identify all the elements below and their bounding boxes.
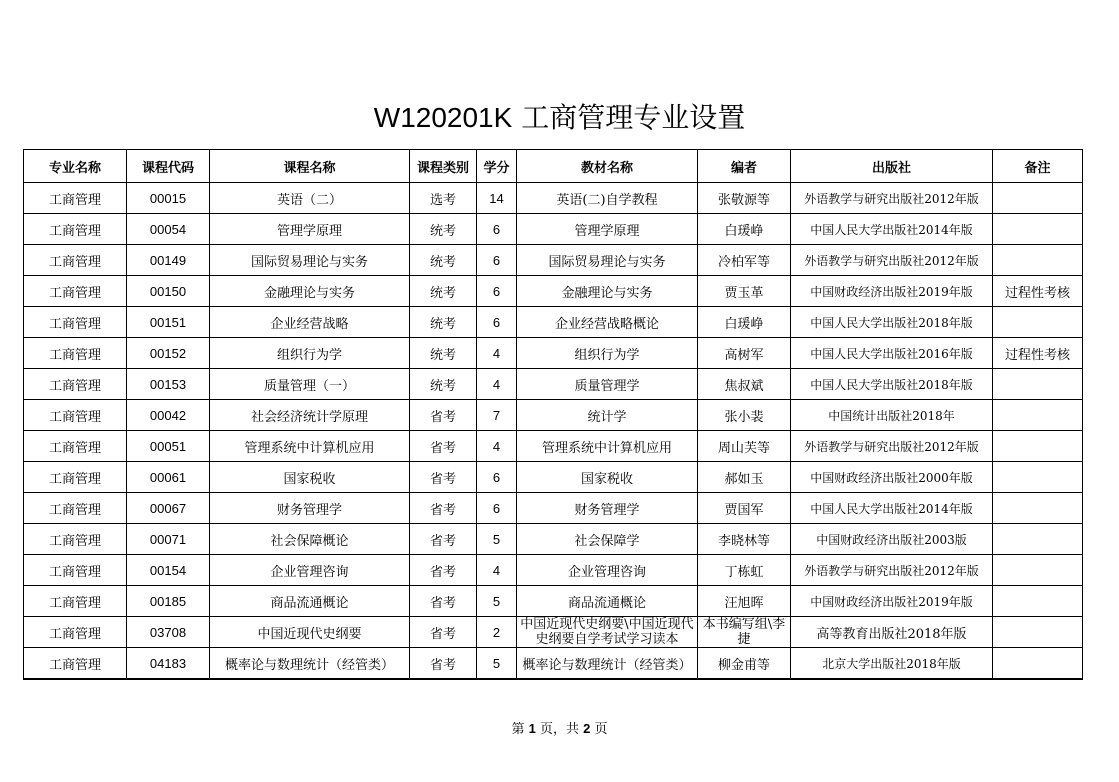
table-row: [24, 369, 1083, 400]
cell-credits: 4: [477, 431, 517, 462]
cell-editor: 柳金甫等: [698, 648, 791, 680]
cell-credits: 7: [477, 400, 517, 431]
cell-textbook: 商品流通概论: [517, 586, 698, 617]
cell-course-type: 统考: [410, 338, 477, 369]
cell-course-code: 03708: [127, 617, 210, 648]
footer-suffix: 页: [594, 722, 608, 737]
cell-major: 工商管理: [24, 307, 127, 338]
cell-major: 工商管理: [24, 369, 127, 400]
cell-course-code: 00054: [127, 214, 210, 245]
cell-major: 工商管理: [24, 431, 127, 462]
course-table: [23, 149, 1083, 680]
table-row: [24, 648, 1083, 680]
cell-remark: [993, 369, 1083, 400]
column-header-textbook: 教材名称: [517, 150, 698, 183]
cell-remark: [993, 648, 1083, 680]
cell-course-code: 00071: [127, 524, 210, 555]
column-header-credits: 学分: [477, 150, 517, 183]
cell-editor: 李晓林等: [698, 524, 791, 555]
cell-credits: 5: [477, 648, 517, 680]
table-row: [24, 276, 1083, 307]
table-row: [24, 586, 1083, 617]
cell-major: 工商管理: [24, 555, 127, 586]
cell-course-code: 00153: [127, 369, 210, 400]
column-header-course-type: 课程类别: [410, 150, 477, 183]
cell-remark: [993, 245, 1083, 276]
cell-editor: 丁栋虹: [698, 555, 791, 586]
cell-course-name: 英语（二）: [210, 183, 410, 214]
table-row: [24, 338, 1083, 369]
cell-major: 工商管理: [24, 617, 127, 648]
cell-course-code: 00067: [127, 493, 210, 524]
cell-publisher: 中国人民大学出版社2018年版: [791, 307, 993, 338]
cell-editor: 白瑗峥: [698, 307, 791, 338]
cell-editor: 高树军: [698, 338, 791, 369]
cell-publisher: 中国人民大学出版社2014年版: [791, 493, 993, 524]
cell-course-code: 00154: [127, 555, 210, 586]
cell-course-type: 统考: [410, 276, 477, 307]
cell-credits: 4: [477, 369, 517, 400]
cell-course-name: 中国近现代史纲要: [210, 617, 410, 648]
cell-course-code: 00152: [127, 338, 210, 369]
cell-course-code: 00051: [127, 431, 210, 462]
cell-editor: 汪旭晖: [698, 586, 791, 617]
cell-publisher: 中国财政经济出版社2019年版: [791, 276, 993, 307]
cell-course-name: 商品流通概论: [210, 586, 410, 617]
cell-major: 工商管理: [24, 183, 127, 214]
cell-major: 工商管理: [24, 276, 127, 307]
cell-course-name: 概率论与数理统计（经管类）: [210, 648, 410, 680]
table-row: [24, 245, 1083, 276]
cell-editor: 焦叔斌: [698, 369, 791, 400]
table-body: [24, 183, 1083, 680]
cell-credits: 6: [477, 493, 517, 524]
table-row: [24, 214, 1083, 245]
column-header-course-name: 课程名称: [210, 150, 410, 183]
footer-prefix: 第: [511, 722, 525, 737]
cell-major: 工商管理: [24, 338, 127, 369]
cell-remark: [993, 586, 1083, 617]
cell-publisher: 中国人民大学出版社2016年版: [791, 338, 993, 369]
cell-course-name: 企业经营战略: [210, 307, 410, 338]
table-row: [24, 462, 1083, 493]
cell-credits: 5: [477, 524, 517, 555]
cell-textbook: 质量管理学: [517, 369, 698, 400]
cell-editor: 张小裴: [698, 400, 791, 431]
cell-credits: 6: [477, 245, 517, 276]
column-header-course-code: 课程代码: [127, 150, 210, 183]
column-header-editor: 编者: [698, 150, 791, 183]
cell-course-name: 管理学原理: [210, 214, 410, 245]
cell-credits: 4: [477, 338, 517, 369]
cell-course-name: 社会保障概论: [210, 524, 410, 555]
cell-course-code: 00149: [127, 245, 210, 276]
cell-editor: 周山芙等: [698, 431, 791, 462]
column-header-publisher: 出版社: [791, 150, 993, 183]
cell-textbook: 财务管理学: [517, 493, 698, 524]
column-header-major: 专业名称: [24, 150, 127, 183]
cell-remark: [993, 617, 1083, 648]
column-header-remark: 备注: [993, 150, 1083, 183]
cell-course-type: 省考: [410, 648, 477, 680]
cell-major: 工商管理: [24, 586, 127, 617]
cell-major: 工商管理: [24, 245, 127, 276]
cell-course-type: 省考: [410, 431, 477, 462]
cell-publisher: 中国财政经济出版社2019年版: [791, 586, 993, 617]
cell-course-type: 省考: [410, 586, 477, 617]
table-row: [24, 524, 1083, 555]
cell-course-code: 00185: [127, 586, 210, 617]
cell-course-type: 省考: [410, 524, 477, 555]
cell-major: 工商管理: [24, 400, 127, 431]
cell-course-type: 省考: [410, 462, 477, 493]
cell-textbook: 国家税收: [517, 462, 698, 493]
cell-publisher: 外语教学与研究出版社2012年版: [791, 183, 993, 214]
cell-publisher: 中国统计出版社2018年: [791, 400, 993, 431]
table-row: [24, 555, 1083, 586]
table-row: [24, 431, 1083, 462]
cell-publisher: 中国财政经济出版社2000年版: [791, 462, 993, 493]
cell-credits: 6: [477, 276, 517, 307]
cell-major: 工商管理: [24, 524, 127, 555]
cell-publisher: 中国财政经济出版社2003版: [791, 524, 993, 555]
cell-textbook: 概率论与数理统计（经管类）: [517, 648, 698, 680]
cell-textbook: 企业经营战略概论: [517, 307, 698, 338]
cell-course-code: 00015: [127, 183, 210, 214]
cell-credits: 2: [477, 617, 517, 648]
cell-credits: 6: [477, 462, 517, 493]
cell-course-code: 00061: [127, 462, 210, 493]
footer-total-pages: 2: [583, 721, 591, 736]
table-row: [24, 617, 1083, 648]
cell-editor: 白瑗峥: [698, 214, 791, 245]
cell-course-type: 省考: [410, 617, 477, 648]
cell-credits: 6: [477, 307, 517, 338]
cell-course-code: 00042: [127, 400, 210, 431]
cell-course-code: 04183: [127, 648, 210, 680]
cell-course-type: 省考: [410, 493, 477, 524]
cell-remark: [993, 307, 1083, 338]
table-row: [24, 493, 1083, 524]
cell-remark: [993, 493, 1083, 524]
cell-publisher: 高等教育出版社2018年版: [791, 617, 993, 648]
cell-remark: [993, 400, 1083, 431]
table-row: [24, 400, 1083, 431]
cell-major: 工商管理: [24, 648, 127, 680]
table-row: [24, 183, 1083, 214]
cell-remark: [993, 183, 1083, 214]
cell-course-type: 省考: [410, 400, 477, 431]
footer-page-number: 1: [528, 721, 536, 736]
cell-course-type: 统考: [410, 214, 477, 245]
cell-course-type: 统考: [410, 245, 477, 276]
cell-course-name: 社会经济统计学原理: [210, 400, 410, 431]
cell-editor: 郝如玉: [698, 462, 791, 493]
cell-remark: [993, 524, 1083, 555]
page-footer: [0, 718, 1119, 737]
cell-publisher: 外语教学与研究出版社2012年版: [791, 555, 993, 586]
cell-textbook: 社会保障学: [517, 524, 698, 555]
cell-textbook: 管理学原理: [517, 214, 698, 245]
table-header-row: [24, 150, 1083, 183]
cell-textbook: 金融理论与实务: [517, 276, 698, 307]
cell-credits: 6: [477, 214, 517, 245]
cell-course-name: 管理系统中计算机应用: [210, 431, 410, 462]
table-row: [24, 307, 1083, 338]
cell-course-name: 质量管理（一）: [210, 369, 410, 400]
cell-publisher: 外语教学与研究出版社2012年版: [791, 431, 993, 462]
footer-mid: 页，共: [539, 722, 579, 737]
cell-remark: 过程性考核: [993, 276, 1083, 307]
cell-course-name: 国家税收: [210, 462, 410, 493]
cell-remark: [993, 462, 1083, 493]
cell-publisher: 中国人民大学出版社2014年版: [791, 214, 993, 245]
page-title: [0, 98, 1119, 138]
cell-remark: 过程性考核: [993, 338, 1083, 369]
cell-publisher: 北京大学出版社2018年版: [791, 648, 993, 680]
cell-major: 工商管理: [24, 493, 127, 524]
major-code: W120201K: [373, 102, 513, 133]
cell-textbook: 组织行为学: [517, 338, 698, 369]
cell-textbook: 国际贸易理论与实务: [517, 245, 698, 276]
cell-credits: 14: [477, 183, 517, 214]
cell-textbook: 企业管理咨询: [517, 555, 698, 586]
cell-course-code: 00150: [127, 276, 210, 307]
cell-textbook: 统计学: [517, 400, 698, 431]
cell-publisher: 外语教学与研究出版社2012年版: [791, 245, 993, 276]
cell-credits: 5: [477, 586, 517, 617]
major-name: 工商管理专业设置: [521, 101, 746, 134]
cell-credits: 4: [477, 555, 517, 586]
cell-major: 工商管理: [24, 462, 127, 493]
cell-remark: [993, 214, 1083, 245]
cell-publisher: 中国人民大学出版社2018年版: [791, 369, 993, 400]
cell-major: 工商管理: [24, 214, 127, 245]
cell-course-name: 企业管理咨询: [210, 555, 410, 586]
cell-course-name: 国际贸易理论与实务: [210, 245, 410, 276]
cell-remark: [993, 431, 1083, 462]
cell-editor: 本书编写组\李捷: [698, 617, 791, 648]
cell-remark: [993, 555, 1083, 586]
cell-course-type: 统考: [410, 369, 477, 400]
cell-course-type: 统考: [410, 307, 477, 338]
cell-editor: 贾玉革: [698, 276, 791, 307]
cell-course-name: 财务管理学: [210, 493, 410, 524]
cell-editor: 贾国军: [698, 493, 791, 524]
cell-textbook: 管理系统中计算机应用: [517, 431, 698, 462]
cell-course-type: 选考: [410, 183, 477, 214]
cell-course-type: 省考: [410, 555, 477, 586]
cell-textbook: 英语(二)自学教程: [517, 183, 698, 214]
cell-course-name: 组织行为学: [210, 338, 410, 369]
cell-editor: 冷柏军等: [698, 245, 791, 276]
cell-course-name: 金融理论与实务: [210, 276, 410, 307]
cell-course-code: 00151: [127, 307, 210, 338]
cell-textbook: 中国近现代史纲要\中国近现代史纲要自学考试学习读本: [517, 617, 698, 648]
cell-editor: 张敬源等: [698, 183, 791, 214]
